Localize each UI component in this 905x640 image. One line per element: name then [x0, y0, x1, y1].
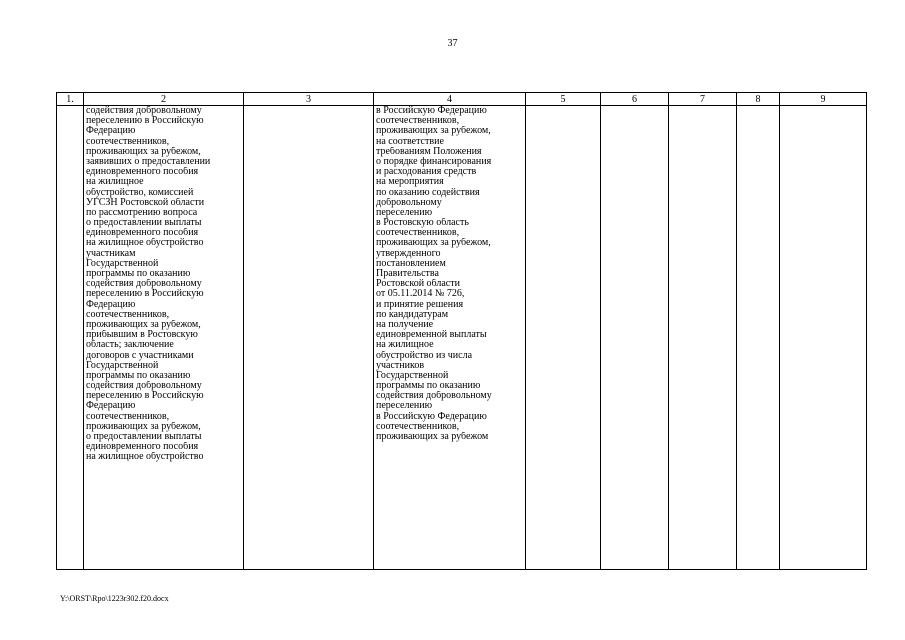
text-line: на мероприятия: [376, 177, 444, 188]
text-line: прибывшим в Ростовскую: [86, 330, 198, 341]
cell-col-4: [374, 106, 526, 570]
text-line: переселению в Российскую: [86, 391, 204, 402]
text-line: участникам: [86, 248, 136, 259]
measure-description-text: [84, 106, 243, 463]
text-line: проживающих за рубежом,: [86, 421, 201, 432]
cell-col-6: [601, 106, 669, 570]
text-line: обустройство из числа: [376, 350, 473, 361]
cell-col-5: [526, 106, 601, 570]
text-line: в Российскую Федерацию: [376, 106, 487, 116]
text-line: договоров с участниками: [86, 350, 194, 361]
text-line: проживающих за рубежом,: [86, 319, 201, 330]
text-line: проживающих за рубежом,: [86, 146, 201, 157]
text-line: соотечественников,: [376, 228, 460, 239]
column-header-4: 4: [374, 93, 526, 106]
text-line: единовременного пособия: [86, 442, 199, 453]
text-line: соотечественников,: [86, 411, 170, 422]
text-line: Федерацию: [86, 299, 136, 310]
text-line: единовременной выплаты: [376, 330, 487, 341]
text-line: переселению в Российскую: [86, 289, 204, 300]
text-line: содействия добровольному: [86, 279, 202, 290]
text-line: содействия добровольному: [86, 106, 202, 116]
header-row: [57, 93, 867, 106]
cell-col-7: [669, 106, 737, 570]
text-line: по рассмотрению вопроса: [86, 207, 198, 218]
text-line: программы по оказанию: [86, 269, 191, 279]
text-line: содействия добровольному: [376, 391, 492, 402]
cell-col-3: [244, 106, 374, 570]
column-header-3: 3: [244, 93, 374, 106]
text-line: и расходования средств: [376, 167, 477, 178]
text-line: Федерацию: [86, 401, 136, 412]
cell-col-1: [57, 106, 84, 570]
text-line: о предоставлении выплаты: [86, 218, 202, 229]
text-line: проживающих за рубежом,: [376, 126, 491, 137]
text-line: соотечественников,: [376, 116, 460, 127]
program-measures-table: [56, 92, 867, 570]
text-line: Государственной: [86, 258, 159, 269]
text-line: на получение: [376, 319, 434, 330]
table-row: [57, 106, 867, 570]
text-line: от 05.11.2014 № 726,: [376, 289, 465, 300]
text-line: соотечественников,: [86, 136, 170, 147]
column-header-8: 8: [737, 93, 780, 106]
text-line: постановлением: [376, 258, 446, 269]
text-line: и принятие решения: [376, 299, 464, 310]
text-line: на жилищное обустройство: [86, 238, 204, 249]
text-line: о предоставлении выплаты: [86, 432, 202, 442]
decision-description-text: [374, 106, 525, 442]
text-line: на соответствие: [376, 136, 444, 147]
column-header-5: 5: [526, 93, 601, 106]
column-header-9: 9: [780, 93, 867, 106]
text-line: в Российскую Федерацию: [376, 411, 487, 422]
text-line: на жилищное: [376, 340, 434, 351]
text-line: соотечественников,: [86, 309, 170, 320]
text-line: заявивших о предоставлении: [86, 156, 211, 167]
text-line: переселению в Российскую: [86, 116, 204, 127]
column-header-7: 7: [669, 93, 737, 106]
text-line: проживающих за рубежом,: [376, 238, 491, 249]
column-header-1: 1.: [57, 93, 84, 106]
text-line: утвержденного: [376, 248, 441, 259]
text-line: участников: [376, 360, 425, 371]
text-line: единовременного пособия: [86, 167, 199, 178]
cell-col-9: [780, 106, 867, 570]
text-line: переселению: [376, 401, 433, 412]
text-line: добровольному: [376, 197, 442, 208]
text-line: соотечественников,: [376, 421, 460, 432]
text-line: по кандидатурам: [376, 309, 449, 320]
text-line: Государственной: [86, 360, 159, 371]
text-line: проживающих за рубежом: [376, 432, 489, 442]
column-header-6: 6: [601, 93, 669, 106]
text-line: требованиям Положения: [376, 146, 482, 157]
text-line: переселению: [376, 207, 433, 218]
text-line: Федерацию: [86, 126, 136, 137]
page-number: 37: [447, 38, 458, 49]
text-line: УГСЗН Ростовской области: [86, 197, 205, 208]
text-line: в Ростовскую область: [376, 218, 469, 229]
text-line: программы по оказанию: [376, 381, 481, 392]
text-line: область; заключение: [86, 340, 174, 351]
text-line: на жилищное обустройство: [86, 452, 204, 463]
file-path: Y:\ORST\Rpo\1223r302.f20.docx: [60, 594, 169, 603]
text-line: на жилищное: [86, 177, 144, 188]
text-line: содействия добровольному: [86, 381, 202, 392]
text-line: по оказанию содействия: [376, 187, 480, 198]
text-line: Государственной: [376, 370, 449, 381]
text-line: программы по оказанию: [86, 370, 191, 381]
text-line: о порядке финансирования: [376, 156, 492, 167]
cell-col-2: [84, 106, 244, 570]
text-line: Правительства: [376, 269, 439, 279]
cell-col-8: [737, 106, 780, 570]
column-header-2: 2: [84, 93, 244, 106]
text-line: Ростовской области: [376, 279, 460, 290]
text-line: единовременного пособия: [86, 228, 199, 239]
text-line: обустройство, комиссией: [86, 187, 194, 198]
